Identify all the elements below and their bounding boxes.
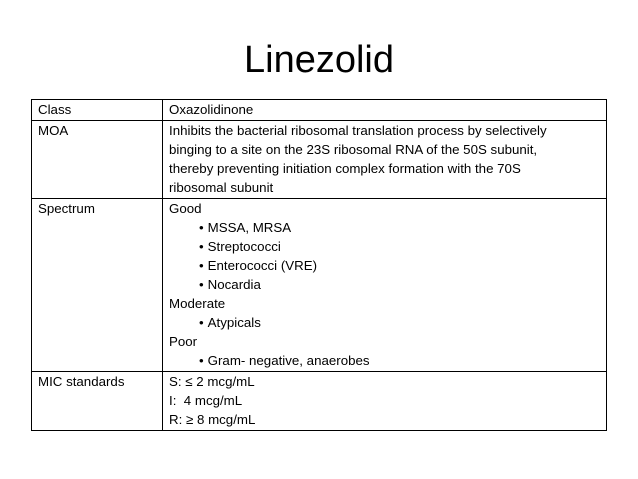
bullet-icon: •	[199, 220, 204, 235]
drug-info-table	[31, 99, 607, 431]
row-value-class: Oxazolidinone	[163, 100, 607, 121]
row-label-moa: MOA	[32, 121, 163, 199]
list-item-text: MSSA, MRSA	[207, 220, 292, 235]
list-item	[169, 351, 602, 370]
spectrum-heading-poor: Poor	[169, 334, 198, 349]
bullet-icon: •	[199, 315, 204, 330]
bullet-icon: •	[199, 258, 204, 273]
moa-line: binging to a site on the 23S ribosomal RNA of the 50S subunit,	[169, 142, 538, 157]
row-value-mic	[163, 372, 607, 431]
list-item-text: Atypicals	[207, 315, 261, 330]
list-item-text: Streptococci	[207, 239, 281, 254]
mic-line: S: ≤ 2 mcg/mL	[169, 374, 255, 389]
table-row-moa	[32, 121, 607, 199]
list-item	[169, 256, 602, 275]
mic-line: I: 4 mcg/mL	[169, 393, 243, 408]
bullet-icon: •	[199, 353, 204, 368]
table-row-spectrum	[32, 199, 607, 372]
row-value-moa	[163, 121, 607, 199]
spectrum-heading-good: Good	[169, 201, 202, 216]
row-label-spectrum: Spectrum	[32, 199, 163, 372]
list-item	[169, 218, 602, 237]
list-item-text: Gram- negative, anaerobes	[207, 353, 370, 368]
list-item	[169, 237, 602, 256]
moa-line: ribosomal subunit	[169, 180, 274, 195]
table-row-class	[32, 100, 607, 121]
list-item	[169, 313, 602, 332]
list-item	[169, 275, 602, 294]
row-label-mic: MIC standards	[32, 372, 163, 431]
row-value-spectrum	[163, 199, 607, 372]
table-row-mic	[32, 372, 607, 431]
list-item-text: Enterococci (VRE)	[207, 258, 318, 273]
bullet-icon: •	[199, 277, 204, 292]
mic-line: R: ≥ 8 mcg/mL	[169, 412, 256, 427]
row-label-class: Class	[32, 100, 163, 121]
moa-line: thereby preventing initiation complex formation with the 70S	[169, 161, 521, 176]
bullet-icon: •	[199, 239, 204, 254]
slide-title: Linezolid	[244, 39, 394, 81]
moa-line: Inhibits the bacterial ribosomal translation process by selectively	[169, 123, 547, 138]
list-item-text: Nocardia	[207, 277, 261, 292]
spectrum-heading-moderate: Moderate	[169, 296, 226, 311]
